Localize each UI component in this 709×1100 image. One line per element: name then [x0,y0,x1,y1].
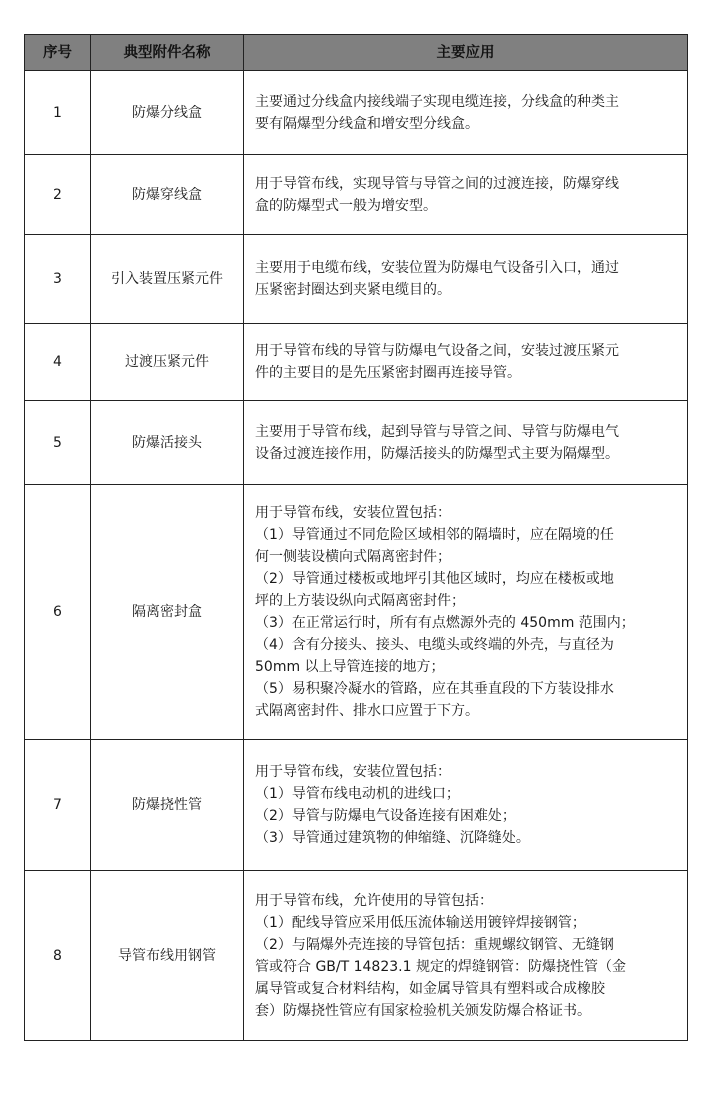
accessories-table [24,34,688,1041]
application-line: 主要通过分线盒内接线端子实现电缆连接，分线盒的种类主 [255,93,619,110]
accessory-name: 隔离密封盒 [91,485,244,740]
application-line: 用于导管布线，实现导管与导管之间的过渡连接，防爆穿线 [255,175,619,192]
accessory-name: 防爆分线盒 [91,71,244,155]
application-text [244,740,688,871]
application-line: 压紧密封圈达到夹紧电缆目的。 [255,282,451,298]
header-accessory-name: 典型附件名称 [91,35,244,71]
application-text [244,155,688,235]
table-row [25,324,688,401]
application-line: 用于导管布线，安装位置包括： [255,764,451,780]
row-number: 3 [25,235,91,324]
application-line: 属导管或复合材料结构，如金属导管具有塑料或合成橡胶 [255,980,605,997]
row-number: 1 [25,71,91,155]
application-line: 坪的上方装设纵向式隔离密封件； [255,593,465,609]
table-row [25,740,688,871]
header-number: 序号 [25,35,91,71]
application-line: 套）防爆挠性管应有国家检验机关颁发防爆合格证书。 [255,1002,591,1019]
application-text [244,235,688,324]
application-line: （2）导管通过楼板或地坪引其他区域时，均应在楼板或地 [255,571,614,587]
application-line: （1）导管布线电动机的进线口； [255,786,460,802]
row-number: 7 [25,740,91,871]
table-row [25,155,688,235]
application-line: （2）导管与防爆电气设备连接有困难处； [255,808,516,824]
application-line: 何一侧装设横向式隔离密封件； [255,549,451,565]
application-line: 式隔离密封件、排水口应置于下方。 [255,703,479,719]
application-line: 管或符合 GB/T 14823.1 规定的焊缝钢管：防爆挠性管（金 [255,958,626,975]
application-line: （3）导管通过建筑物的伸缩缝、沉降缝处。 [255,830,530,846]
application-text [244,871,688,1041]
accessory-name: 防爆挠性管 [91,740,244,871]
header-main-application: 主要应用 [244,35,688,71]
application-line: 主要用于电缆布线，安装位置为防爆电气设备引入口，通过 [255,260,619,276]
application-line: （3）在正常运行时，所有有点燃源外壳的 450mm 范围内； [255,615,635,631]
application-line: 要有隔爆型分线盒和增安型分线盒。 [255,115,479,132]
application-line: 用于导管布线的导管与防爆电气设备之间，安装过渡压紧元 [255,343,619,359]
accessory-name: 防爆活接头 [91,401,244,485]
table-row [25,71,688,155]
table-row [25,485,688,740]
table-header-row [25,35,688,71]
table-row [25,871,688,1041]
application-line: 设备过渡连接作用，防爆活接头的防爆型式主要为隔爆型。 [255,445,619,462]
application-line: （1）配线导管应采用低压流体输送用镀锌焊接钢管； [255,914,586,931]
row-number: 2 [25,155,91,235]
row-number: 4 [25,324,91,401]
row-number: 8 [25,871,91,1041]
application-text [244,71,688,155]
application-line: 件的主要目的是先压紧密封圈再连接导管。 [255,365,521,381]
accessory-name: 防爆穿线盒 [91,155,244,235]
application-line: 盒的防爆型式一般为增安型。 [255,197,437,214]
application-line: 用于导管布线，安装位置包括： [255,505,451,521]
row-number: 5 [25,401,91,485]
application-text [244,324,688,401]
application-line: （4）含有分接头、接头、电缆头或终端的外壳，与直径为 [255,637,614,653]
table-row [25,401,688,485]
application-line: 用于导管布线，允许使用的导管包括： [255,892,493,909]
application-line: （5）易积聚冷凝水的管路，应在其垂直段的下方装设排水 [255,681,614,697]
table-row [25,235,688,324]
row-number: 6 [25,485,91,740]
application-line: 50mm 以上导管连接的地方； [255,659,445,675]
accessory-name: 引入装置压紧元件 [91,235,244,324]
application-line: （2）与隔爆外壳连接的导管包括：重规螺纹钢管、无缝钢 [255,936,614,953]
application-line: 主要用于导管布线，起到导管与导管之间、导管与防爆电气 [255,423,619,440]
application-text [244,401,688,485]
accessory-name: 过渡压紧元件 [91,324,244,401]
application-text [244,485,688,740]
application-line: （1）导管通过不同危险区域相邻的隔墙时，应在隔境的任 [255,527,614,543]
accessory-name: 导管布线用钢管 [91,871,244,1041]
